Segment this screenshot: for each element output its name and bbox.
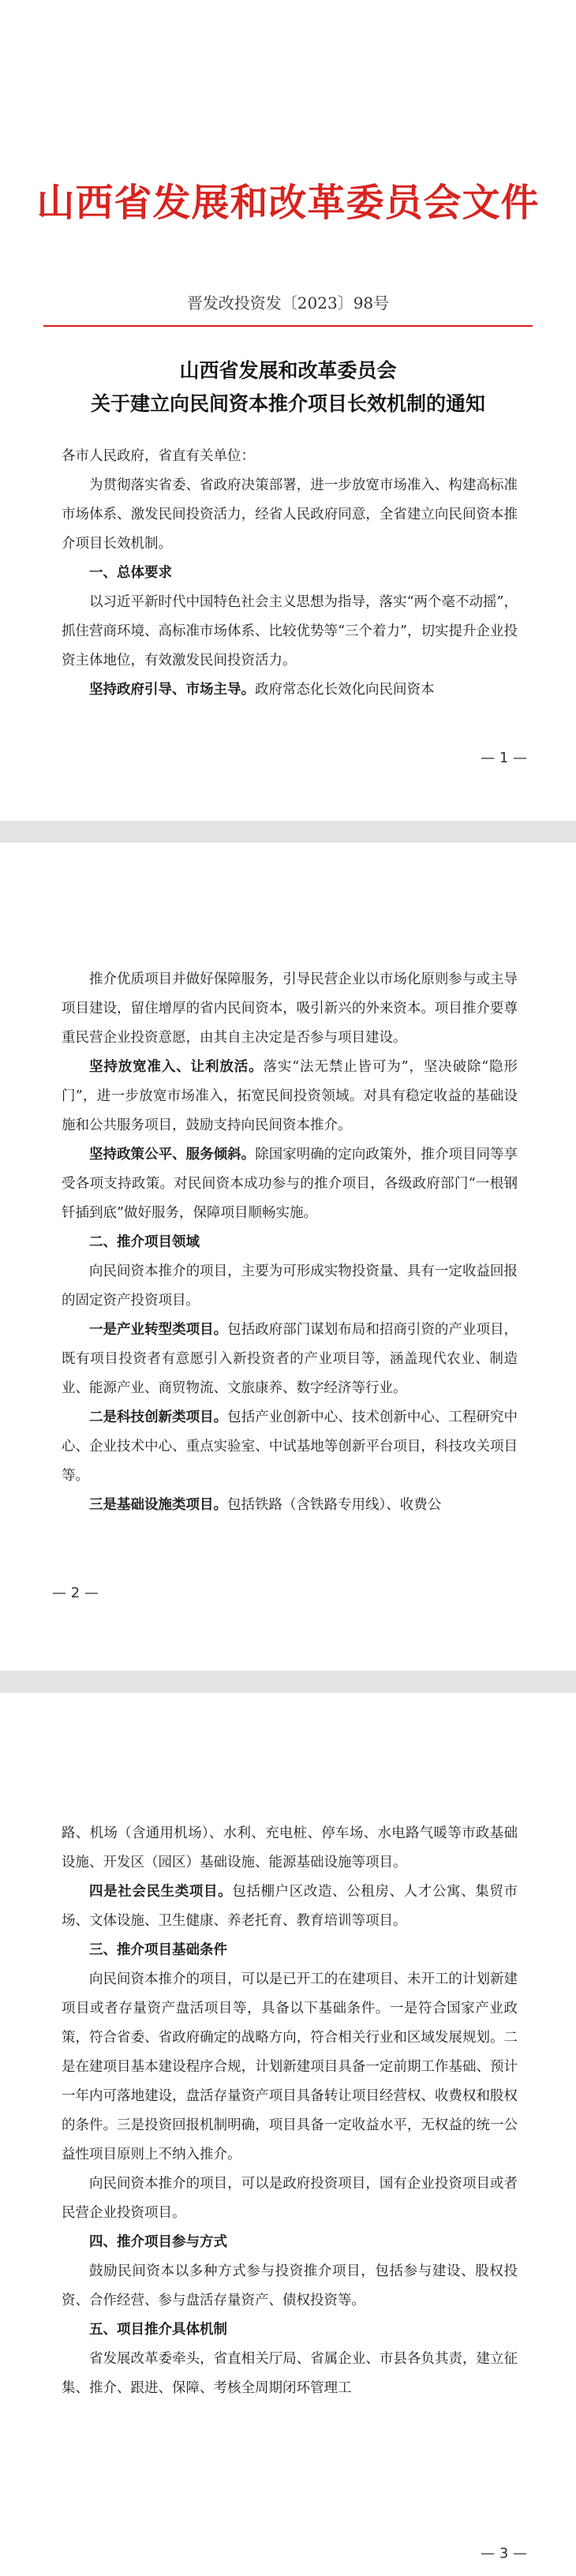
- section-4-paragraph: 鼓励民间资本以多种方式参与投资推介项目，包括参与建设、股权投资、合作经营、参与盘活存量资产、债权投资等。: [62, 2263, 518, 2308]
- document-page-2: [0, 843, 576, 1671]
- section-5-paragraph: 省发展改革委牵头，省直相关厅局、省属企业、市县各负其责，建立征集、推介、跟进、保障、考核全周期闭环管理工: [62, 2351, 518, 2396]
- section-3-paragraph-1: 向民间资本推介的项目，可以是已开工的在建项目、未开工的计划新建项目或者存量资产盘活项目等，具备以下基础条件。一是符合国家产业政策，符合省委、省政府确定的战略方向，符合相关行业和区域发展规划。二是在建项目基本建设程序合规，计划新建项目具备一定前期工作基础、预计一年内可落地建设，盘活存量资产项目具备转让项目经营权、收费权和股权的条件。三是投资回报机制明确，项目具备一定收益水平，无权益的统一公益性项目原则上不纳入推介。: [62, 1971, 518, 2162]
- item-3-lead: 三是基础设施类项目。: [89, 1497, 227, 1513]
- item-4-paragraph: [62, 1878, 518, 1936]
- continued-paragraph: 路、机场（含通用机场）、水利、充电桩、停车场、水电路气暖等市政基础设施、开发区（园区）基础设施、能源基础设施等项目。: [62, 1825, 518, 1870]
- section-2-paragraph: 向民间资本推介的项目，主要为可形成实物投资量、具有一定收益回报的固定资产投资项目。: [62, 1264, 518, 1309]
- item-1-text: 包括政府部门谋划布局和招商引资的产业项目，既有项目投资者有意愿引入新投资者的产业项目等，涵盖现代农业、制造业、能源产业、商贸物流、文旅康养、数字经济等行业。: [62, 1322, 518, 1396]
- principle-1-paragraph: [62, 676, 518, 705]
- principle-2-lead: 坚持放宽准入、让利放活。: [89, 1059, 264, 1075]
- page-number: — 2 —: [52, 1585, 99, 1601]
- section-3-heading: 三、推介项目基础条件: [89, 1942, 227, 1958]
- principle-3-text: 除国家明确的定向政策外，推介项目同等享受各项支持政策。对民间资本成功参与的推介项目，各级政府部门“一根钢钎插到底”做好服务，保障项目顺畅实施。: [62, 1147, 518, 1221]
- continued-paragraph: 推介优质项目并做好保障服务，引导民营企业以市场化原则参与或主导项目建设，留住增厚的省内民间资本，吸引新兴的外来资本。项目推介要尊重民营企业投资意愿，由其自主决定是否参与项目建设。: [62, 972, 518, 1046]
- item-2-paragraph: [62, 1403, 518, 1491]
- document-page-3: [0, 1693, 576, 2576]
- section-2-heading: 二、推介项目领域: [89, 1234, 200, 1250]
- principle-3-lead: 坚持政策公平、服务倾斜。: [89, 1147, 256, 1163]
- item-1-paragraph: [62, 1316, 518, 1403]
- principle-2-paragraph: [62, 1053, 518, 1140]
- item-4-lead: 四是社会民生类项目。: [89, 1884, 233, 1900]
- section-4-heading: 四、推介项目参与方式: [89, 2234, 227, 2250]
- red-divider-line: [43, 325, 533, 327]
- page-number: — 1 —: [481, 750, 527, 766]
- document-page-1: [0, 0, 576, 821]
- document-number: 晋发改投资发〔2023〕98号: [186, 294, 390, 313]
- item-2-lead: 二是科技创新类项目。: [89, 1410, 228, 1425]
- intro-paragraph: 为贯彻落实省委、省政府决策部署，进一步放宽市场准入、构建高标准市场体系、激发民间投资活力，经省人民政府同意，全省建立向民间资本推介项目长效机制。: [62, 477, 518, 552]
- section-1-heading: 一、总体要求: [89, 565, 172, 581]
- section-5-heading: 五、项目推介具体机制: [89, 2322, 227, 2338]
- page-1-body: [62, 442, 518, 705]
- notice-title-line-1: 山西省发展和改革委员会: [179, 359, 397, 382]
- item-3-text: 包括铁路（含铁路专用线）、收费公: [227, 1497, 442, 1513]
- document-header-title: 山西省发展和改革委员会文件: [36, 181, 540, 225]
- item-2-text: 包括产业创新中心、技术创新中心、工程研究中心、企业技术中心、重点实验室、中试基地等创新平台项目，科技攻关项目等。: [62, 1410, 518, 1484]
- notice-title-line-2: 关于建立向民间资本推介项目长效机制的通知: [90, 392, 485, 415]
- page-2-body: [62, 965, 518, 1520]
- section-3-paragraph-2: 向民间资本推介的项目，可以是政府投资项目，国有企业投资项目或者民营企业投资项目。: [62, 2176, 518, 2221]
- principle-2-text: 落实“法无禁止皆可为”，坚决破除“隐形门”，进一步放宽市场准入，拓宽民间投资领域。对具有稳定收益的基础设施和公共服务项目，鼓励支持向民间资本推介。: [62, 1059, 518, 1133]
- principle-1-text: 政府常态化长效化向民间资本: [255, 682, 435, 698]
- page-number: — 3 —: [481, 2545, 527, 2562]
- item-3-paragraph: [62, 1491, 518, 1520]
- page-3-body: [62, 1819, 518, 2403]
- item-4-text: 包括棚户区改造、公租房、人才公寓、集贸市场、文体设施、卫生健康、养老托育、教育培训等项目。: [62, 1884, 518, 1929]
- principle-3-paragraph: [62, 1140, 518, 1228]
- item-1-lead: 一是产业转型类项目。: [89, 1322, 228, 1338]
- section-1-paragraph: 以习近平新时代中国特色社会主义思想为指导，落实“两个毫不动摇”，抓住营商环境、高标准市场体系、比较优势等“三个着力”，切实提升企业投资主体地位，有效激发民间投资活力。: [62, 594, 518, 668]
- salutation: 各市人民政府，省直有关单位：: [62, 448, 255, 464]
- principle-1-lead: 坚持政府引导、市场主导。: [89, 682, 255, 698]
